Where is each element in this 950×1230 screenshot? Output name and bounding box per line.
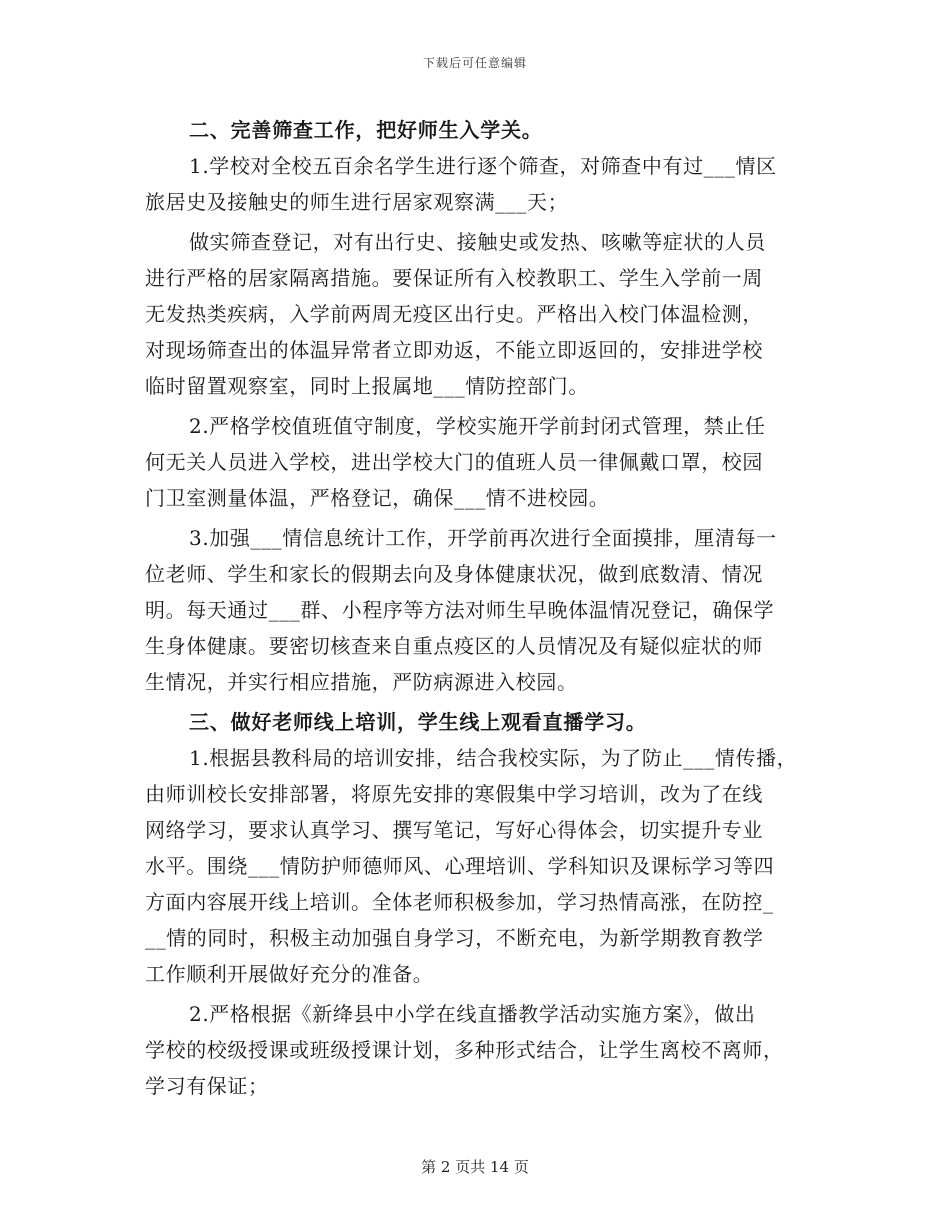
paragraph-line: 做实筛查登记，对有出行史、接触史或发热、咳嗽等症状的人员 — [189, 230, 766, 254]
section-heading-2: 二、完善筛查工作，把好师生入学关。 — [189, 118, 543, 142]
paragraph-line: __情的同时，积极主动加强自身学习，不断充电，为新学期教育教学 — [145, 926, 764, 950]
paragraph-line: 临时留置观察室，同时上报属地___情防控部门。 — [145, 374, 589, 398]
paragraph-line: 门卫室测量体温，严格登记，确保___情不进校园。 — [145, 486, 610, 510]
paragraph-line: 水平。围绕___情防护师德师风、心理培训、学科知识及课标学习等四 — [145, 854, 775, 878]
paragraph-line: 位老师、学生和家长的假期去向及身体健康状况，做到底数清、情况 — [145, 562, 763, 586]
paragraph-line: 2.严格学校值班值守制度，学校实施开学前封闭式管理，禁止任 — [189, 414, 766, 438]
paragraph-line: 方面内容展开线上培训。全体老师积极参加，学习热情高涨，在防控_ — [145, 890, 774, 914]
paragraph-line: 生身体健康。要密切核查来自重点疫区的人员情况及有疑似症状的师 — [145, 634, 763, 658]
paragraph-line: 旅居史及接触史的师生进行居家观察满___天； — [145, 190, 569, 214]
paragraph-line: 何无关人员进入学校，进出学校大门的值班人员一律佩戴口罩，校园 — [145, 450, 763, 474]
paragraph-line: 网络学习，要求认真学习、撰写笔记，写好心得体会，切实提升专业 — [145, 818, 763, 842]
paragraph-line: 1.学校对全校五百余名学生进行逐个筛查，对筛查中有过___情区 — [189, 154, 777, 178]
paragraph-line: 1.根据县教科局的培训安排，结合我校实际，为了防止___情传播， — [189, 746, 798, 770]
paragraph-line: 明。每天通过___群、小程序等方法对师生早晚体温情况登记，确保学 — [145, 598, 775, 622]
page-number-footer: 第 2 页共 14 页 — [421, 1158, 529, 1176]
section-heading-3: 三、做好老师线上培训，学生线上观看直播学习。 — [189, 710, 647, 734]
paragraph-line: 无发热类疾病，入学前两周无疫区出行史。严格出入校门体温检测， — [145, 302, 763, 326]
paragraph-line: 进行严格的居家隔离措施。要保证所有入校教职工、学生入学前一周 — [145, 266, 763, 290]
paragraph-line: 工作顺利开展做好充分的准备。 — [145, 962, 434, 986]
paragraph-line: 生情况，并实行相应措施，严防病源进入校园。 — [145, 670, 578, 694]
paragraph-line: 3.加强___情信息统计工作，开学前再次进行全面摸排，厘清每一 — [189, 526, 777, 550]
paragraph-line: 学习有保证； — [145, 1074, 269, 1098]
paragraph-line: 对现场筛查出的体温异常者立即劝返，不能立即返回的，安排进学校 — [145, 338, 763, 362]
paragraph-line: 学校的校级授课或班级授课计划，多种形式结合，让学生离校不离师， — [145, 1038, 784, 1062]
document-body — [145, 112, 821, 1104]
paragraph-line: 由师训校长安排部署，将原先安排的寒假集中学习培训，改为了在线 — [145, 782, 763, 806]
paragraph-line: 2.严格根据《新绛县中小学在线直播教学活动实施方案》，做出 — [189, 1002, 756, 1026]
page-header: 下载后可任意编辑 — [422, 56, 527, 70]
